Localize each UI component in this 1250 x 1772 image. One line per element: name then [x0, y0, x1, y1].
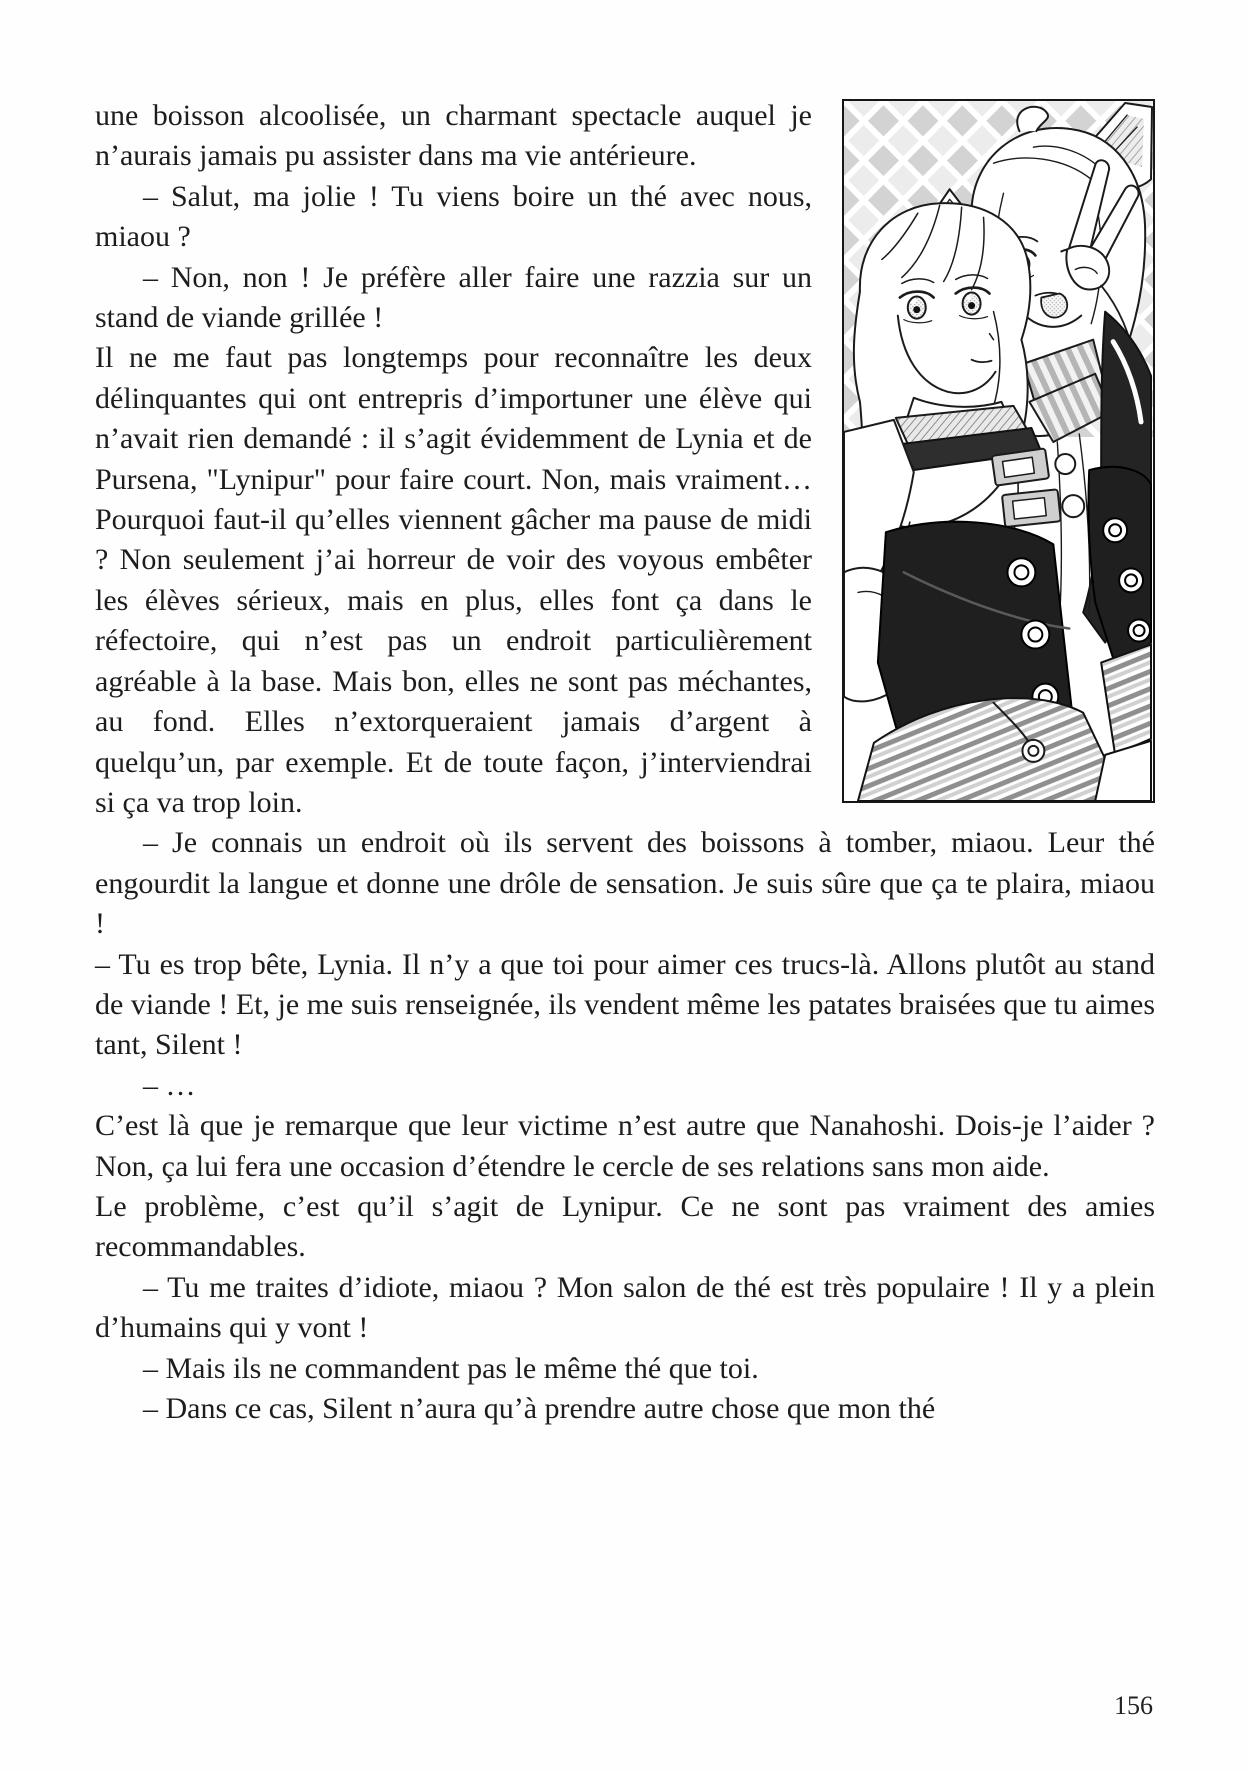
paragraph: – …	[143, 1068, 196, 1102]
paragraph: Il ne me faut pas longtemps pour reconnaître les deux délinquantes qui ont entrepris d’importuner une élève qui n’avait rien demandé : il s’agit évidemment de Lynia et de Pursena, "Lynipur" pour faire court. Non, mais vraiment… Pourquoi faut-il qu’elles viennent gâcher ma pause de midi ? Non seulement j’ai horreur de voir des voyous embêter les élèves sérieux, mais en plus, elles font ça dans le réfectoire, qui n’est pas un endroit particulièrement agréable à la base. Mais bon, elles ne sont pas méchantes, au fond. Elles n’extorqueraient jamais d’argent à quelqu’un, par exemple. Et de toute façon, j’interviendrai si ça va trop loin.	[95, 341, 812, 819]
paragraph: – Non, non ! Je préfère aller faire une razzia sur un stand de viande grillée !	[95, 260, 812, 335]
manga-panel-graphic	[844, 101, 1153, 801]
paragraph: Le problème, c’est qu’il s’agit de Lynipur. Ce ne sont pas vraiment des amies recommandables.	[95, 1189, 1155, 1264]
paragraph: – Salut, ma jolie ! Tu viens boire un thé avec nous, miaou ?	[95, 179, 812, 254]
paragraph: – Dans ce cas, Silent n’aura qu’à prendre autre chose que mon thé	[143, 1392, 936, 1425]
paragraph: – Tu es trop bête, Lynia. Il n’y a que toi pour aimer ces trucs-là. Allons plutôt au stand de viande ! Et, je me suis renseignée, ils vendent même les patates braisées que tu aimes tant, Silent !	[95, 947, 1155, 1062]
manga-illustration	[842, 99, 1155, 803]
paragraph: une boisson alcoolisée, un charmant spectacle auquel je n’aurais jamais pu assister dans ma vie antérieure.	[95, 99, 812, 173]
text-column	[95, 96, 1155, 1429]
paragraph: – Tu me traites d’idiote, miaou ? Mon salon de thé est très populaire ! Il y a plein d’humains qui y vont !	[95, 1270, 1155, 1345]
paragraph: C’est là que je remarque que leur victime n’est autre que Nanahoshi. Dois-je l’aider ? Non, ça lui fera une occasion d’étendre le cercle de ses relations sans mon aide.	[95, 1109, 1155, 1183]
page-number: 156	[1114, 1690, 1153, 1720]
paragraph: – Je connais un endroit où ils servent des boissons à tomber, miaou. Leur thé engourdit la langue et donne une drôle de sensation. Je suis sûre que ça te plaira, miaou !	[95, 826, 1155, 941]
paragraph: – Mais ils ne commandent pas le même thé que toi.	[143, 1351, 759, 1385]
